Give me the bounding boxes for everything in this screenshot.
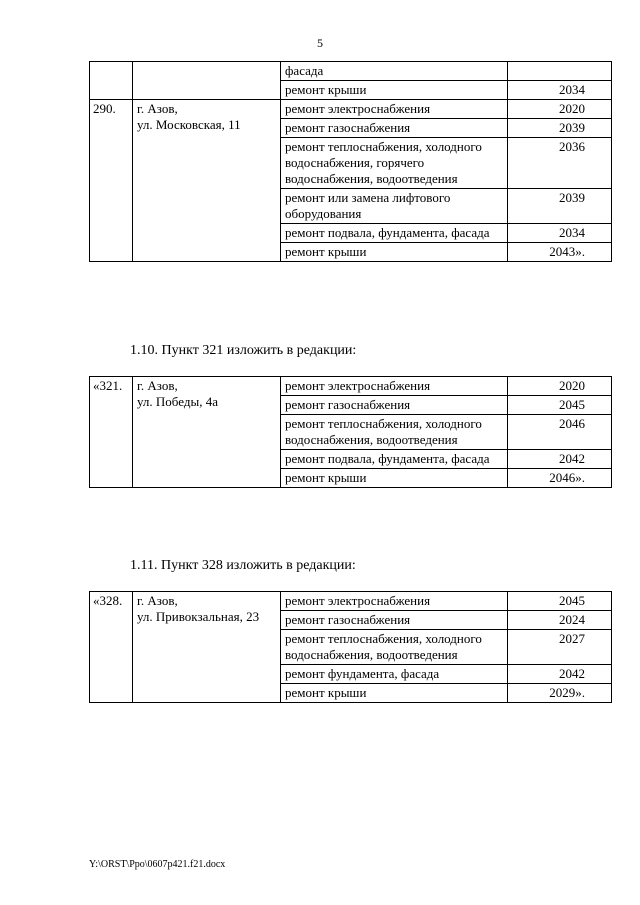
table-item-290 [89, 61, 612, 262]
year-cell: 2045 [508, 396, 612, 415]
work-cell: ремонт фундамента, фасада [281, 665, 508, 684]
year-cell: 2043». [508, 243, 612, 262]
year-cell: 2034 [508, 81, 612, 100]
year-cell: 2024 [508, 611, 612, 630]
paragraph-1-10: 1.10. Пункт 321 изложить в редакции: [130, 343, 357, 358]
work-cell: ремонт крыши [281, 684, 508, 703]
page-number: 5 [317, 36, 323, 50]
year-cell: 2039 [508, 119, 612, 138]
year-cell: 2029». [508, 684, 612, 703]
year-cell: 2042 [508, 450, 612, 469]
work-cell: ремонт теплоснабжения, холодного водоснабжения, водоотведения [281, 630, 508, 665]
year-cell: 2036 [508, 138, 612, 189]
table-item-328 [89, 591, 612, 703]
address-line: ул. Победы, 4а [137, 394, 218, 409]
year-cell: 2042 [508, 665, 612, 684]
item-number: 290. [90, 100, 133, 262]
year-cell [508, 62, 612, 81]
address-line: г. Азов, [137, 593, 178, 608]
work-cell: ремонт электроснабжения [281, 100, 508, 119]
work-cell: ремонт газоснабжения [281, 119, 508, 138]
year-cell: 2034 [508, 224, 612, 243]
footer-file-path: Y:\ORST\Ppo\0607p421.f21.docx [89, 859, 226, 870]
empty-cell [133, 62, 281, 100]
work-cell: ремонт теплоснабжения, холодного водоснабжения, водоотведения [281, 415, 508, 450]
work-cell: ремонт подвала, фундамента, фасада [281, 224, 508, 243]
table-item-321 [89, 376, 612, 488]
work-cell: ремонт крыши [281, 469, 508, 488]
empty-cell [90, 62, 133, 100]
address-line: ул. Московская, 11 [137, 117, 241, 132]
year-cell: 2020 [508, 100, 612, 119]
year-cell: 2027 [508, 630, 612, 665]
year-cell: 2046». [508, 469, 612, 488]
address-line: ул. Привокзальная, 23 [137, 609, 260, 624]
work-cell: ремонт теплоснабжения, холодного водоснабжения, горячего водоснабжения, водоотведения [281, 138, 508, 189]
address-cell [133, 592, 281, 703]
table-row [90, 592, 612, 611]
item-number: «328. [90, 592, 133, 703]
work-cell: ремонт или замена лифтового оборудования [281, 189, 508, 224]
address-cell [133, 100, 281, 262]
item-number: «321. [90, 377, 133, 488]
table-row [90, 377, 612, 396]
work-cell: ремонт подвала, фундамента, фасада [281, 450, 508, 469]
address-cell [133, 377, 281, 488]
work-cell: ремонт электроснабжения [281, 592, 508, 611]
table-row [90, 62, 612, 81]
year-cell: 2039 [508, 189, 612, 224]
work-cell: ремонт газоснабжения [281, 396, 508, 415]
work-cell: ремонт крыши [281, 243, 508, 262]
year-cell: 2046 [508, 415, 612, 450]
work-cell: ремонт крыши [281, 81, 508, 100]
table-row [90, 100, 612, 119]
work-cell: ремонт электроснабжения [281, 377, 508, 396]
address-line: г. Азов, [137, 378, 178, 393]
year-cell: 2020 [508, 377, 612, 396]
address-line: г. Азов, [137, 101, 178, 116]
work-cell: ремонт газоснабжения [281, 611, 508, 630]
year-cell: 2045 [508, 592, 612, 611]
work-cell: фасада [281, 62, 508, 81]
paragraph-1-11: 1.11. Пункт 328 изложить в редакции: [130, 558, 356, 573]
